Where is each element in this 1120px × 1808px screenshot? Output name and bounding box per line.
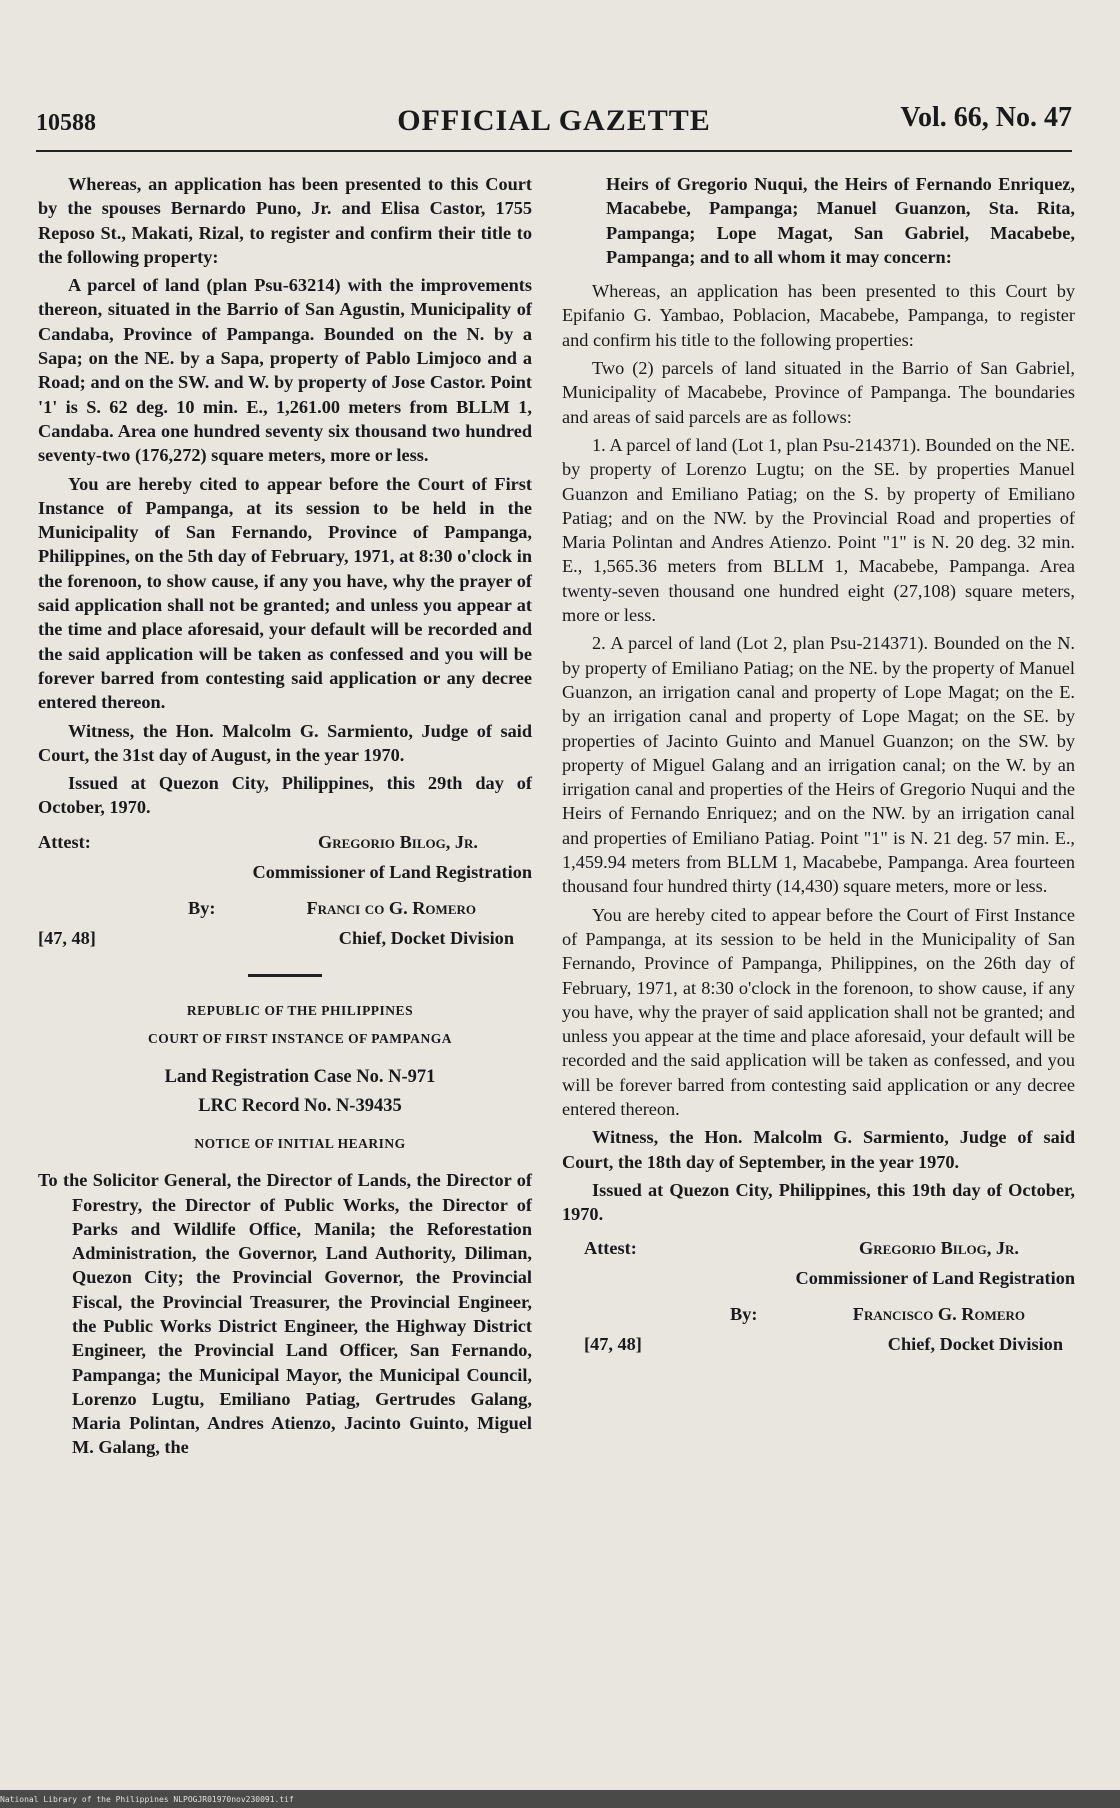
- page-header: [36, 96, 1072, 148]
- notice2-paragraph-2: Two (2) parcels of land situated in the Barrio of San Gabriel, Municipality of Macabebe, Province of Pampanga. The boundaries and areas of said parcels are as follows:: [562, 358, 1075, 427]
- volume-number: Vol. 66, No. 47: [900, 102, 1072, 133]
- commissioner-title: Commissioner of Land Registration: [252, 861, 532, 882]
- notice2-signature-block: [562, 1236, 1075, 1362]
- header-rule: [36, 150, 1072, 152]
- by-label: By:: [188, 897, 216, 918]
- commissioner-title-2: Commissioner of Land Registration: [795, 1268, 1075, 1289]
- notice2-lot-1: 1. A parcel of land (Lot 1, plan Psu-214371). Bounded on the NE. by property of Lorenzo Lugtu; on the SE. by properties Manuel Guanzon and Emiliano Patiag; on the S. by property of Emiliano Patiag; and on the NW. by the Provincial Road and properties of Maria Polintan and Andres Atienzo. Point "1" is N. 20 deg. 32 min. E., 1,565.36 meters from BLLM 1, Macabebe, Pampanga. Area twenty-seven thousand one hundred eight (27,108) square meters, more or less.: [562, 434, 1075, 626]
- court-heading: COURT OF FIRST INSTANCE OF PAMPANGA: [148, 1031, 452, 1047]
- notice2-lot-2: 2. A parcel of land (Lot 2, plan Psu-214371). Bounded on the N. by property of Emiliano Patiag; on the NE. by the property of Manuel Guanzon, an irrigation canal and property of Lope Magat; on the E. by an irrigation canal and property of Lope Magat; on the SE. by properties of Jacinto Guinto and Manuel Guanzon; on the SW. by property of Miguel Galang and an irrigation canal; on the W. by an irrigation canal and properties of the Heirs of Gregorio Nuqui and the Heirs of Fernando Enriquez; and on the NW. by an irrigation canal and properties of Emiliano Patiag. Point "1" is N. 21 deg. 57 min. E., 1,459.94 meters from BLLM 1, Macabebe, Pampanga. Area fourteen thousand four hundred thirty (14,430) square meters, more or less.: [562, 633, 1075, 897]
- commissioner-name: Gregorio Bilog, Jr.: [317, 831, 478, 852]
- notice2-paragraph-1: Whereas, an application has been presented to this Court by Epifanio G. Yambao, Poblacion, Macabebe, Pampanga, to register and confirm his title to the following properties:: [562, 281, 1075, 350]
- left-column: [38, 172, 532, 1464]
- by-label-2: By:: [730, 1304, 758, 1325]
- docket-chief-name: Franci co G. Romero: [306, 897, 476, 918]
- publication-title: OFFICIAL GAZETTE: [397, 104, 711, 137]
- notice2-paragraph-7: Issued at Quezon City, Philippines, this 19th day of October, 1970.: [562, 1179, 1075, 1225]
- attest-label: Attest:: [38, 831, 91, 852]
- notice2-paragraph-5: You are hereby cited to appear before the Court of First Instance of Pampanga, at its session to be held in the Municipality of San Fernando, Province of Pampanga, Philippines, on the 26th day of February, 1971, at 8:30 o'clock in the forenoon, to show cause, if any you have, why the prayer of said application shall not be granted; and unless you appear at the time and place aforesaid, your default will be recorded and the said application will be taken as confessed, and you will be forever barred from contesting said application or any decree entered thereon.: [562, 904, 1075, 1119]
- notice2-addressees: To the Solicitor General, the Director of Lands, the Director of Forestry, the Director of Public Works, the Director of Parks and Wildlife Office, Manila; the Reforestation Administration, the Governor, Land Authority, Diliman, Quezon City; the Provincial Governor, the Provincial Fiscal, the Provincial Treasurer, the Provincial Engineer, the Public Works District Engineer, the Highway District Engineer, the Provincial Land Officer, San Fernando, Pampanga; the Municipal Mayor, the Municipal Council, Lorenzo Lugtu, Emiliano Patiag, Gertrudes Galang, Maria Polintan, Andres Atienzo, Jacinto Guinto, Miguel M. Galang, the: [38, 1170, 532, 1458]
- docket-chief-title-2: Chief, Docket Division: [887, 1334, 1063, 1355]
- right-column: [562, 172, 1075, 1362]
- notice2-paragraph-6: Witness, the Hon. Malcolm G. Sarmiento, Judge of said Court, the 18th day of September, in the year 1970.: [562, 1127, 1075, 1172]
- notice1-paragraph-2: A parcel of land (plan Psu-63214) with the improvements thereon, situated in the Barrio of San Agustin, Municipality of Candaba, Province of Pampanga. Bounded on the N. by a Sapa; on the NE. by a Sapa, property of Pablo Limjoco and a Road; and on the SW. and W. by property of Jose Castor. Point '1' is S. 62 deg. 10 min. E., 1,261.00 meters from BLLM 1, Candaba. Area one hundred seventy six thousand two hundred seventy-two (176,272) square meters, more or less.: [38, 275, 532, 466]
- case-number: Land Registration Case No. N-971: [164, 1067, 436, 1088]
- notice2-addressees-cont: Heirs of Gregorio Nuqui, the Heirs of Fernando Enriquez, Macabebe, Pampanga; Manuel Guanzon, Sta. Rita, Pampanga; Lope Magat, San Gabriel, Macabebe, Pampanga; and to all whom it may concern:: [606, 174, 1075, 267]
- notice-title: NOTICE OF INITIAL HEARING: [194, 1135, 406, 1151]
- scan-source-footer: National Library of the Philippines NLPOGJR01970nov230091.tif: [0, 1795, 294, 1804]
- lrc-record-number: LRC Record No. N-39435: [198, 1095, 402, 1116]
- notice1-paragraph-1: Whereas, an application has been presented to this Court by the spouses Bernardo Puno, Jr. and Elisa Castor, 1755 Reposo St., Makati, Rizal, to register and confirm their title to the following property:: [38, 174, 532, 267]
- notice1-paragraph-3: You are hereby cited to appear before the Court of First Instance of Pampanga, at its session to be held in the Municipality of San Fernando, Province of Pampanga, Philippines, on the 5th day of February, 1971, at 8:30 o'clock in the forenoon, to show cause, if any you have, why the prayer of said application shall not be granted; and unless you appear at the time and place aforesaid, your default will be recorded and the said application will be taken as confessed and you will be forever barred from contesting said application or any decree entered thereon.: [38, 473, 532, 713]
- issue-reference-2: [47, 48]: [584, 1334, 642, 1355]
- commissioner-name-2: Gregorio Bilog, Jr.: [858, 1238, 1019, 1259]
- docket-chief-name-2: Francisco G. Romero: [852, 1304, 1025, 1325]
- notice1-paragraph-5: Issued at Quezon City, Philippines, this 29th day of October, 1970.: [38, 773, 532, 818]
- section-divider: [248, 974, 322, 977]
- notice1-signature-block: [38, 830, 532, 956]
- page-number: 10588: [36, 110, 96, 136]
- issue-reference: [47, 48]: [38, 927, 96, 948]
- notice1-paragraph-4: Witness, the Hon. Malcolm G. Sarmiento, Judge of said Court, the 31st day of August, in the year 1970.: [38, 720, 532, 765]
- republic-heading: REPUBLIC OF THE PHILIPPINES: [186, 1002, 414, 1018]
- docket-chief-title: Chief, Docket Division: [338, 927, 514, 948]
- attest-label-2: Attest:: [584, 1238, 637, 1259]
